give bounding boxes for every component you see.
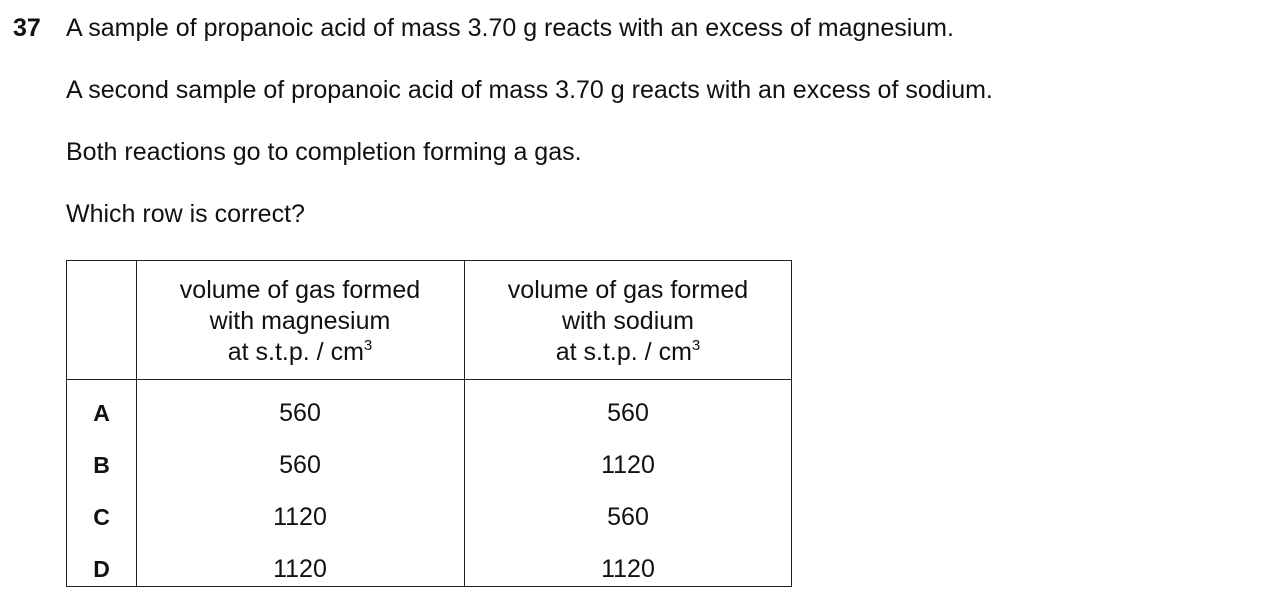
question-number: 37	[13, 14, 41, 42]
sodium-volume: 560	[607, 503, 649, 531]
header-line: volume of gas formed	[507, 276, 749, 304]
column-header-magnesium	[136, 275, 464, 368]
magnesium-volume: 1120	[273, 555, 327, 583]
header-line	[136, 337, 464, 368]
option-letter: D	[93, 556, 110, 582]
option-letter: A	[93, 400, 110, 426]
option-letter: C	[93, 504, 110, 530]
header-line: with sodium	[562, 307, 694, 335]
unit-superscript: 3	[691, 337, 701, 354]
sodium-volume: 560	[607, 399, 649, 427]
sodium-volume: 1120	[601, 451, 655, 479]
header-line	[464, 337, 792, 368]
magnesium-volume: 560	[279, 399, 321, 427]
option-row-a[interactable]	[67, 387, 793, 439]
header-line: with magnesium	[209, 307, 391, 335]
option-row-d[interactable]	[67, 543, 793, 595]
unit-superscript: 3	[363, 337, 373, 354]
option-row-c[interactable]	[67, 491, 793, 543]
header-line: volume of gas formed	[179, 276, 421, 304]
header-unit: at s.t.p. / cm	[227, 338, 364, 366]
question-line-1: A sample of propanoic acid of mass 3.70 g reacts with an excess of magnesium.	[66, 14, 954, 42]
sodium-volume: 1120	[601, 555, 655, 583]
question-prompt: Which row is correct?	[66, 200, 305, 228]
question-line-2: A second sample of propanoic acid of mass 3.70 g reacts with an excess of sodium.	[66, 76, 993, 104]
question-line-3: Both reactions go to completion forming a gas.	[66, 138, 582, 166]
column-header-sodium	[464, 275, 792, 368]
table-divider	[67, 379, 791, 380]
magnesium-volume: 560	[279, 451, 321, 479]
magnesium-volume: 1120	[273, 503, 327, 531]
option-letter: B	[93, 452, 110, 478]
option-row-b[interactable]	[67, 439, 793, 491]
options-table	[66, 260, 792, 587]
header-unit: at s.t.p. / cm	[555, 338, 692, 366]
